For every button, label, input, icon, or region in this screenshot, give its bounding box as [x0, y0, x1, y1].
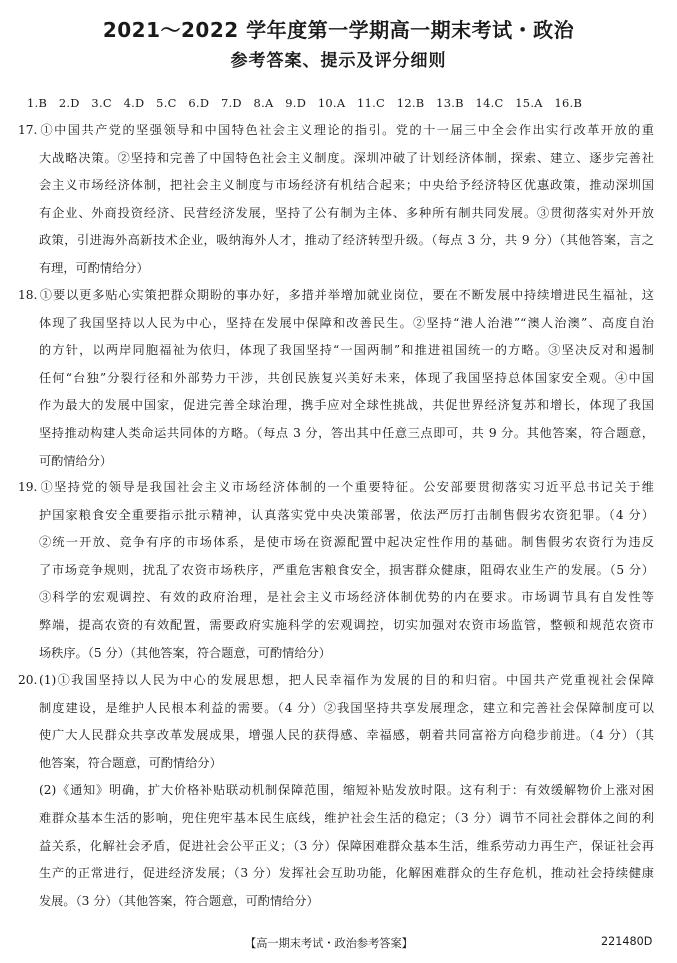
question-number: 17.: [18, 123, 38, 137]
answer-line: 使广大人民群众共享改革发展成果，增强人民的获得感、幸福感，朝着共同富裕方向稳步前进。（4 分）（其: [39, 728, 654, 743]
answer-line: 坚持推动构建人类命运共同体的方略。（每点 3 分，答出其中任意三点即可，共 9 分。其他答案，符合题意，: [39, 425, 654, 440]
answer-line: ②统一开放、竞争有序的市场体系，是使市场在资源配置中起决定性作用的基础。制售假劣农资行为违反: [39, 535, 654, 550]
answer-line: 可酌情给分）: [39, 453, 113, 468]
answer-line: 政策，引进海外高新技术企业，吸纳海外人才，推动了经济转型升级。（每点 3 分，共 9 分）（其他答案，言之: [39, 233, 654, 248]
answer-line: 发展。（3 分）（其他答案，符合题意，可酌情给分）: [39, 893, 319, 908]
choice-answers: 1.B 2.D 3.C 4.D 5.C 6.D 7.D 8.A 9.D 10.A 11.C 12.B 13.B 14.C 15.A 16.B: [27, 96, 583, 110]
answer-line: 大战略决策。②坚持和完善了中国特色社会主义制度。深圳冲破了计划经济体制，探索、建立、逐步完善社: [39, 150, 654, 165]
page-subtitle: 参考答案、提示及评分细则: [230, 51, 447, 71]
answer-line: 场秩序。（5 分）（其他答案，符合题意，可酌情给分）: [39, 645, 331, 660]
answer-line: 的方针，以两岸同胞福祉为依归，体现了我国坚持“一国两制”和推进祖国统一的方略。③坚决反对和遏制: [39, 343, 654, 358]
question-17: [18, 117, 654, 283]
answer-line: 他答案，符合题意，可酌情给分）: [39, 755, 222, 770]
answer-line: (1)①我国坚持以人民为中心的发展思想，把人民幸福作为发展的目的和归宿。中国共产党重视社会保障: [39, 673, 654, 687]
question-19: [18, 474, 654, 667]
answer-line: 有企业、外商投资经济、民营经济发展，坚持了公有制为主体、多种所有制共同发展。③贯彻落实对外开放: [39, 205, 654, 220]
answer-line: 生产的正常进行，促进经济发展；（3 分）发挥社会互助功能，化解困难群众的生存危机，推动社会持续健康: [39, 866, 654, 881]
answer-line: ①坚持党的领导是我国社会主义市场经济体制的一个重要特征。公安部要贯彻落实习近平总书记关于维: [39, 480, 654, 494]
answer-line: ①要以更多贴心实策把群众期盼的事办好，多措并举增加就业岗位，要在不断发展中持续增进民生福祉，这: [39, 288, 654, 302]
page-title: 2021～2022 学年度第一学期高一期末考试・政治: [102, 18, 575, 42]
footer-code: 221480D: [601, 935, 653, 948]
question-18: [18, 282, 654, 475]
answer-line: 任何“台独”分裂行径和外部势力干涉，共创民族复兴美好未来，体现了我国坚持总体国家安全观。④中国: [39, 370, 654, 385]
answer-line: ①中国共产党的坚强领导和中国特色社会主义理论的指引。党的十一届三中全会作出实行改革开放的重: [39, 123, 654, 137]
question-20: [18, 667, 654, 915]
answer-line: 难群众基本生活的影响，兜住兜牢基本民生底线，维护社会生活的稳定；（3 分）调节不同社会群体之间的利: [39, 810, 654, 825]
answer-line: (2)《通知》明确，扩大价格补贴联动机制保障范围，缩短补贴发放时限。这有利于：有效缓解物价上涨对困: [39, 783, 654, 798]
answer-line: 作为最大的发展中国家，促进完善全球治理，携手应对全球性挑战，共促世界经济复苏和增长，体现了我国: [39, 398, 654, 413]
answer-line: 弊端，提高农资的有效配置，需要政府实施科学的宏观调控，切实加强对农资市场监管，整顿和规范农资市: [39, 617, 654, 632]
question-number: 20.: [18, 673, 38, 687]
answer-line: 益关系，化解社会矛盾，促进社会公平正义；（3 分）保障困难群众基本生活，维系劳动力再生产，保证社会再: [39, 838, 654, 853]
question-number: 18.: [18, 288, 38, 302]
footer-label: 【高一期末考试・政治参考答案】: [245, 937, 413, 950]
answer-line: 有理，可酌情给分）: [39, 260, 149, 275]
answer-line: 会主义市场经济体制，把社会主义制度与市场经济有机结合起来；中央给予经济特区优惠政策，推动深圳国: [39, 178, 654, 193]
answer-line: ③科学的宏观调控、有效的政府治理，是社会主义市场经济体制优势的内在要求。市场调节具有自发性等: [39, 590, 654, 605]
question-number: 19.: [18, 480, 38, 494]
answer-line: 护国家粮食安全重要指示批示精神，认真落实党中央决策部署，依法严厉打击制售假劣农资犯罪。（4 分）: [39, 507, 654, 522]
answer-line: 制度建设，是维护人民根本利益的需要。（4 分）②我国坚持共享发展理念，建立和完善社会保障制度可以: [39, 700, 654, 715]
answer-line: 体现了我国坚持以人民为中心，坚持在发展中保障和改善民生。②坚持“港人治港”“澳人治澳”、高度自治: [39, 315, 654, 330]
answer-line: 了市场竞争规则，扰乱了农资市场秩序，严重危害粮食安全，损害群众健康，阻碍农业生产的发展。（5 分）: [39, 562, 654, 577]
